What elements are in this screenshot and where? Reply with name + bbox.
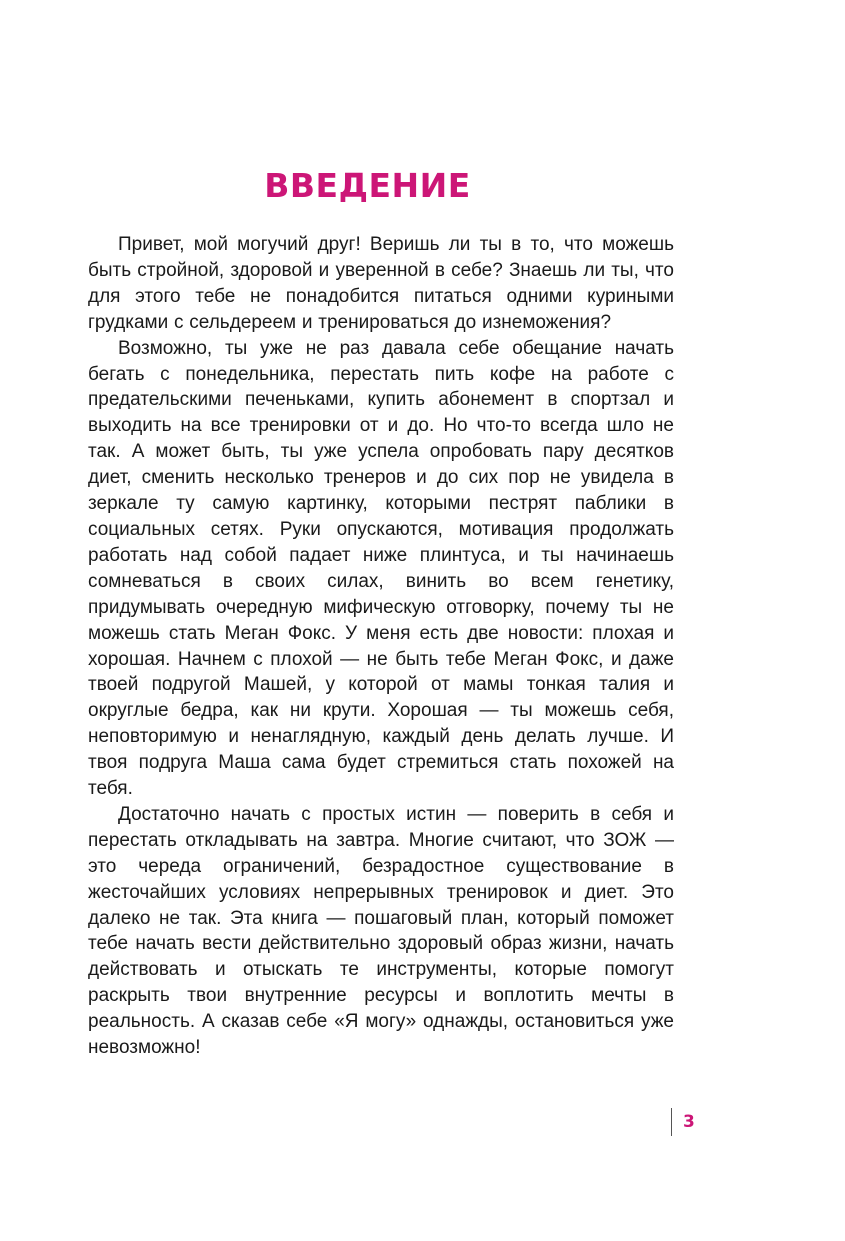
- chapter-title: ВВЕДЕНИЕ: [264, 166, 471, 205]
- paragraph-3: Достаточно начать с простых истин — поверить в себя и перестать откладывать на завтра. Многие считают, что ЗОЖ — это череда ограничений, безрадостное существование в жесточайших условиях непрерывных тренировок и диет. Это далеко не так. Эта книга — пошаговый план, который поможет тебе начать вести действительно здоровый образ жизни, начать действовать и отыскать те инструменты, которые помогут раскрыть твои внутренние ресурсы и воплотить мечты в реальность. А сказав себе «Я могу» однажды, остановиться уже невозможно!: [88, 803, 674, 1059]
- paragraph-1: Привет, мой могучий друг! Веришь ли ты в то, что можешь быть стройной, здоровой и уверенной в себе? Знаешь ли ты, что для этого тебе не понадобится питаться одними куриными грудками с сельдереем и тренироваться до изнеможения?: [88, 234, 674, 333]
- body-text: [88, 232, 674, 1061]
- page-number-divider: [671, 1108, 672, 1136]
- paragraph-2: Возможно, ты уже не раз давала себе обещание начать бегать с понедельника, перестать пить кофе на работе с предательскими печеньками, купить абонемент в спортзал и выходить на все тренировки от и до. Но что-то всегда шло не так. А может быть, ты уже успела опробовать пару десятков диет, сменить несколько тренеров и до сих пор не увидела в зеркале ту самую картинку, которыми пестрят паблики в социальных сетях. Руки опускаются, мотивация продолжать работать над собой падает ниже плинтуса, и ты начинаешь сомневаться в своих силах, винить во всем генетику, придумывать очередную мифическую отговорку, почему ты не можешь стать Меган Фокс. У меня есть две новости: плохая и хорошая. Начнем с плохой — не быть тебе Меган Фокс, и даже твоей подругой Машей, у которой от мамы тонкая талия и округлые бедра, как ни крути. Хорошая — ты можешь себя, неповторимую и ненаглядную, каждый день делать лучше. И твоя подруга Маша сама будет стремиться стать похожей на тебя.: [88, 337, 674, 800]
- page-number: 3: [683, 1112, 695, 1132]
